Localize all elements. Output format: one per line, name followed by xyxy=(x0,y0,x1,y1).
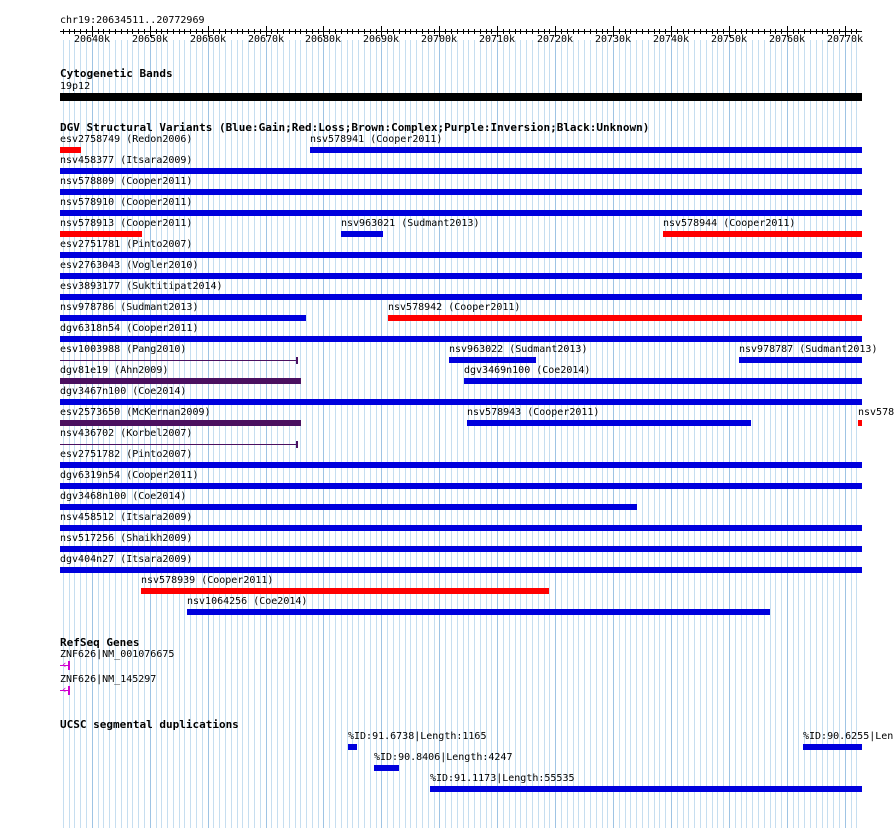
dgv-variant-bar[interactable] xyxy=(60,189,862,195)
dgv-variant-bar[interactable] xyxy=(467,420,751,426)
dgv-variant-label: nsv978786 (Sudmant2013) xyxy=(60,302,199,313)
ruler-tick-label: 20770k xyxy=(826,34,864,45)
dgv-variant-bar[interactable] xyxy=(60,210,862,216)
segdup-bar[interactable] xyxy=(374,765,399,771)
dgv-variant-bar[interactable] xyxy=(60,378,301,384)
dgv-variant-bar[interactable] xyxy=(60,273,862,279)
dgv-variant-bar[interactable] xyxy=(60,231,142,237)
dgv-variant-label: dgv404n27 (Itsara2009) xyxy=(60,554,193,565)
dgv-variant-label: nsv517256 (Shaikh2009) xyxy=(60,533,193,544)
dgv-variant-bar[interactable] xyxy=(310,147,862,153)
ruler-tick-label: 20730k xyxy=(594,34,632,45)
dgv-variant-bar[interactable] xyxy=(739,357,862,363)
ruler-tick-label: 20740k xyxy=(652,34,690,45)
dgv-variant-bar[interactable] xyxy=(449,357,536,363)
dgv-variant-label: nsv578943 (Cooper2011) xyxy=(467,407,600,418)
dgv-variant-label: esv2763043 (Vogler2010) xyxy=(60,260,199,271)
dgv-variant-bar[interactable] xyxy=(663,231,862,237)
segdup-label: %ID:90.6255|Len xyxy=(803,731,894,742)
ruler-tick-label: 20700k xyxy=(420,34,458,45)
dgv-variant-bar[interactable] xyxy=(60,315,306,321)
dgv-variant-label: nsv963021 (Sudmant2013) xyxy=(341,218,480,229)
track-title-cytobands: Cytogenetic Bands xyxy=(60,67,173,80)
ruler-tick-label: 20670k xyxy=(247,34,285,45)
dgv-variant-bar[interactable] xyxy=(187,609,770,615)
segdup-bar[interactable] xyxy=(803,744,862,750)
dgv-variant-label: nsv978787 (Sudmant2013) xyxy=(739,344,878,355)
dgv-variant-label: nsv458512 (Itsara2009) xyxy=(60,512,193,523)
dgv-variant-label: dgv6318n54 (Cooper2011) xyxy=(60,323,199,334)
dgv-variant-bar[interactable] xyxy=(60,567,862,573)
dgv-variant-bar[interactable] xyxy=(141,588,549,594)
dgv-variant-label: esv2751782 (Pinto2007) xyxy=(60,449,193,460)
dgv-variant-label: dgv3467n100 (Coe2014) xyxy=(60,386,187,397)
ruler-tick-label: 20680k xyxy=(304,34,342,45)
refseq-gene-exon xyxy=(68,686,70,695)
dgv-variant-label: dgv81e19 (Ahn2009) xyxy=(60,365,169,376)
dgv-variant-end-cap xyxy=(296,357,298,364)
dgv-variant-label: esv1003988 (Pang2010) xyxy=(60,344,187,355)
ruler-tick-label: 20710k xyxy=(478,34,516,45)
dgv-variant-label: nsv578913 (Cooper2011) xyxy=(60,218,193,229)
dgv-variant-label: nsv578939 (Cooper2011) xyxy=(141,575,274,586)
ruler-tick-label: 20760k xyxy=(768,34,806,45)
dgv-variant-bar[interactable] xyxy=(60,399,862,405)
ruler-tick-label: 20660k xyxy=(189,34,227,45)
dgv-variant-bar[interactable] xyxy=(388,315,862,321)
segdup-label: %ID:91.1173|Length:55535 xyxy=(430,773,575,784)
cytoband-label: 19p12 xyxy=(60,81,91,92)
ruler-tick-label: 20690k xyxy=(362,34,400,45)
refseq-gene-label: ZNF626|NM_145297 xyxy=(60,674,157,685)
ruler-tick-label: 20750k xyxy=(710,34,748,45)
refseq-gene-label: ZNF626|NM_001076675 xyxy=(60,649,175,660)
dgv-variant-label: nsv578941 (Cooper2011) xyxy=(310,134,443,145)
dgv-variant-label: nsv578 xyxy=(858,407,894,418)
ruler-tick-label: 20650k xyxy=(131,34,169,45)
dgv-variant-bar[interactable] xyxy=(464,378,862,384)
segdup-label: %ID:90.8406|Length:4247 xyxy=(374,752,513,763)
dgv-variant-label: esv2751781 (Pinto2007) xyxy=(60,239,193,250)
dgv-variant-bar[interactable] xyxy=(60,252,862,258)
ruler-tick-label: 20640k xyxy=(73,34,111,45)
dgv-variant-bar[interactable] xyxy=(858,420,862,426)
dgv-variant-bar[interactable] xyxy=(60,420,301,426)
dgv-variant-label: dgv6319n54 (Cooper2011) xyxy=(60,470,199,481)
dgv-variant-label: nsv578944 (Cooper2011) xyxy=(663,218,796,229)
track-title-segdups: UCSC segmental duplications xyxy=(60,718,239,731)
dgv-variant-label: nsv578809 (Cooper2011) xyxy=(60,176,193,187)
strand-arrow-icon: ‹ xyxy=(61,683,68,696)
dgv-variant-label: dgv3468n100 (Coe2014) xyxy=(60,491,187,502)
dgv-variant-label: nsv578942 (Cooper2011) xyxy=(388,302,521,313)
dgv-variant-label: nsv1064256 (Coe2014) xyxy=(187,596,308,607)
dgv-variant-bar[interactable] xyxy=(60,336,862,342)
dgv-variant-label: dgv3469n100 (Coe2014) xyxy=(464,365,591,376)
dgv-variant-bar[interactable] xyxy=(60,546,862,552)
dgv-variant-bar[interactable] xyxy=(60,294,862,300)
segdup-label: %ID:91.6738|Length:1165 xyxy=(348,731,487,742)
dgv-variant-label: nsv578910 (Cooper2011) xyxy=(60,197,193,208)
track-title-dgv: DGV Structural Variants (Blue:Gain;Red:Loss;Brown:Complex;Purple:Inversion;Black:Unknown) xyxy=(60,121,650,134)
dgv-variant-end-cap xyxy=(296,441,298,448)
refseq-gene-exon xyxy=(68,661,70,670)
strand-arrow-icon: ‹ xyxy=(61,658,68,671)
dgv-variant-bar[interactable] xyxy=(60,168,862,174)
region-coordinates: chr19:20634511..20772969 xyxy=(60,15,205,26)
segdup-bar[interactable] xyxy=(430,786,862,792)
dgv-variant-label: esv2573650 (McKernan2009) xyxy=(60,407,211,418)
dgv-variant-label: esv2758749 (Redon2006) xyxy=(60,134,193,145)
dgv-variant-label: nsv436702 (Korbel2007) xyxy=(60,428,193,439)
cytoband-bar[interactable] xyxy=(60,93,862,101)
dgv-variant-label: nsv963022 (Sudmant2013) xyxy=(449,344,588,355)
dgv-variant-bar[interactable] xyxy=(60,360,297,361)
dgv-variant-label: nsv458377 (Itsara2009) xyxy=(60,155,193,166)
dgv-variant-bar[interactable] xyxy=(60,483,862,489)
dgv-variant-bar[interactable] xyxy=(60,147,81,153)
track-title-refseq: RefSeq Genes xyxy=(60,636,140,649)
dgv-variant-bar[interactable] xyxy=(60,525,862,531)
dgv-variant-bar[interactable] xyxy=(60,504,637,510)
ruler-tick-label: 20720k xyxy=(536,34,574,45)
dgv-variant-bar[interactable] xyxy=(60,462,862,468)
dgv-variant-bar[interactable] xyxy=(60,444,297,445)
dgv-variant-label: esv3893177 (Suktitipat2014) xyxy=(60,281,223,292)
segdup-bar[interactable] xyxy=(348,744,357,750)
dgv-variant-bar[interactable] xyxy=(341,231,383,237)
